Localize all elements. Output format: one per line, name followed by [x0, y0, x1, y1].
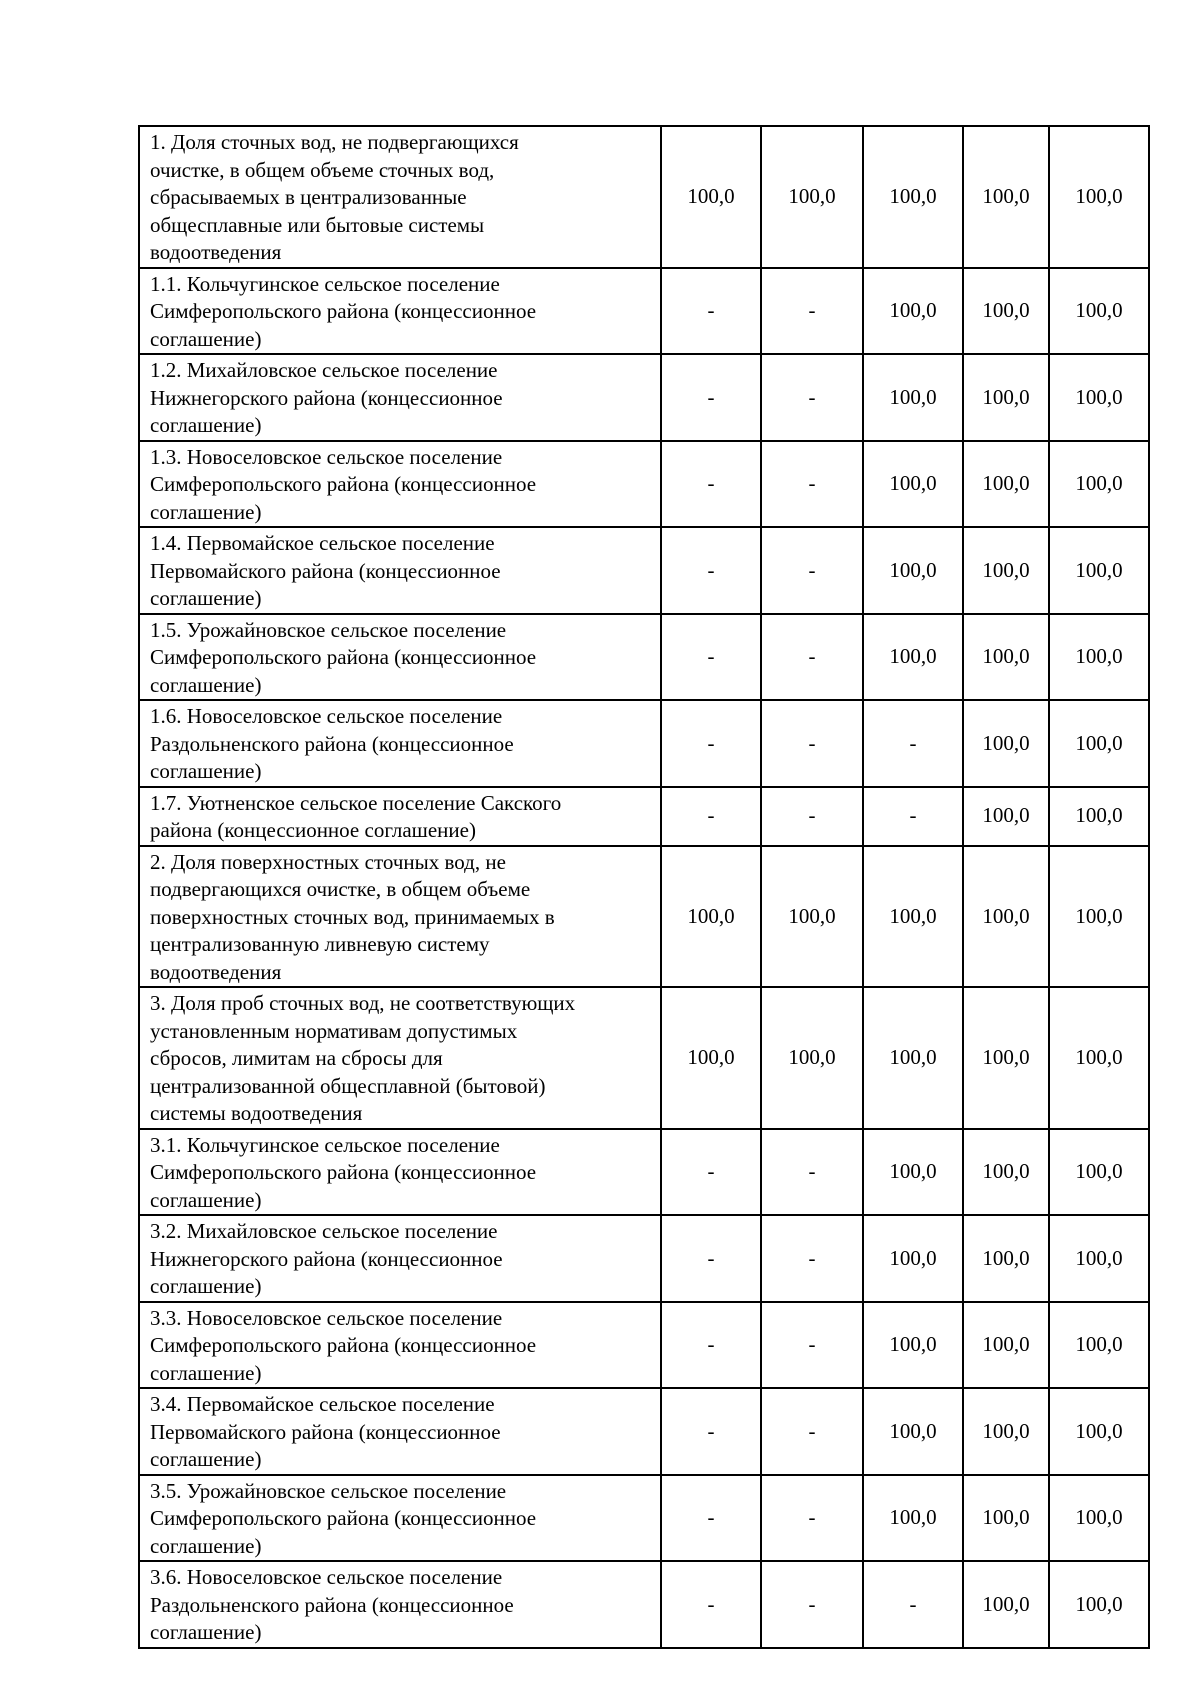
value-cell: 100,0: [963, 268, 1049, 355]
value-cell: 100,0: [863, 1388, 963, 1475]
value-cell: -: [761, 1561, 863, 1648]
indicator-label: 1.2. Михайловское сельское поселение Нижнегорского района (концессионное соглашение): [139, 354, 661, 441]
value-cell: 100,0: [863, 126, 963, 268]
table-row: [139, 987, 1149, 1129]
value-cell: 100,0: [963, 846, 1049, 988]
table-row: [139, 1215, 1149, 1302]
value-cell: 100,0: [863, 1302, 963, 1389]
value-cell: 100,0: [1049, 1561, 1149, 1648]
value-cell: 100,0: [1049, 268, 1149, 355]
value-cell: 100,0: [963, 126, 1049, 268]
indicator-label: 1.1. Кольчугинское сельское поселение Симферопольского района (концессионное соглашение): [139, 268, 661, 355]
value-cell: 100,0: [963, 614, 1049, 701]
value-cell: 100,0: [863, 987, 963, 1129]
value-cell: 100,0: [1049, 126, 1149, 268]
value-cell: 100,0: [1049, 787, 1149, 846]
value-cell: 100,0: [963, 700, 1049, 787]
table-row: [139, 846, 1149, 988]
value-cell: 100,0: [963, 787, 1049, 846]
value-cell: -: [761, 441, 863, 528]
indicators-table: [138, 125, 1150, 1649]
indicator-label: 3.2. Михайловское сельское поселение Нижнегорского района (концессионное соглашение): [139, 1215, 661, 1302]
value-cell: 100,0: [1049, 527, 1149, 614]
value-cell: 100,0: [863, 354, 963, 441]
indicator-label: 1.4. Первомайское сельское поселение Первомайского района (концессионное соглашение): [139, 527, 661, 614]
value-cell: 100,0: [761, 846, 863, 988]
table-body: [139, 126, 1149, 1648]
indicator-label: 3.4. Первомайское сельское поселение Первомайского района (концессионное соглашение): [139, 1388, 661, 1475]
value-cell: 100,0: [1049, 1388, 1149, 1475]
table-row: [139, 1388, 1149, 1475]
table-row: [139, 441, 1149, 528]
value-cell: -: [761, 700, 863, 787]
value-cell: 100,0: [1049, 354, 1149, 441]
value-cell: -: [661, 787, 761, 846]
value-cell: 100,0: [1049, 1302, 1149, 1389]
value-cell: 100,0: [863, 846, 963, 988]
value-cell: 100,0: [1049, 441, 1149, 528]
table-row: [139, 126, 1149, 268]
indicator-label: 3.3. Новоселовское сельское поселение Симферопольского района (концессионное соглашение): [139, 1302, 661, 1389]
indicator-label: 1.7. Уютненское сельское поселение Сакского района (концессионное соглашение): [139, 787, 661, 846]
value-cell: 100,0: [661, 126, 761, 268]
value-cell: -: [863, 787, 963, 846]
value-cell: 100,0: [963, 1302, 1049, 1389]
indicator-label: 1.5. Урожайновское сельское поселение Симферопольского района (концессионное соглашение): [139, 614, 661, 701]
value-cell: -: [661, 700, 761, 787]
value-cell: 100,0: [1049, 987, 1149, 1129]
value-cell: 100,0: [863, 1129, 963, 1216]
table-row: [139, 700, 1149, 787]
value-cell: 100,0: [863, 527, 963, 614]
value-cell: 100,0: [1049, 1215, 1149, 1302]
table-row: [139, 1561, 1149, 1648]
value-cell: -: [761, 268, 863, 355]
value-cell: -: [661, 1475, 761, 1562]
value-cell: -: [761, 527, 863, 614]
value-cell: -: [761, 1302, 863, 1389]
value-cell: -: [661, 354, 761, 441]
value-cell: 100,0: [963, 441, 1049, 528]
value-cell: -: [761, 1129, 863, 1216]
value-cell: -: [761, 787, 863, 846]
value-cell: -: [661, 527, 761, 614]
value-cell: 100,0: [963, 1388, 1049, 1475]
value-cell: 100,0: [761, 987, 863, 1129]
indicator-label: 1.3. Новоселовское сельское поселение Симферопольского района (концессионное соглашение): [139, 441, 661, 528]
value-cell: 100,0: [1049, 1475, 1149, 1562]
value-cell: 100,0: [963, 987, 1049, 1129]
table-row: [139, 1129, 1149, 1216]
table-row: [139, 527, 1149, 614]
value-cell: -: [661, 614, 761, 701]
table-row: [139, 268, 1149, 355]
indicator-label: 1. Доля сточных вод, не подвергающихся очистке, в общем объеме сточных вод, сбрасываемых в централизованные общесплавные или бытовые системы водоотведения: [139, 126, 661, 268]
value-cell: -: [761, 1388, 863, 1475]
value-cell: 100,0: [1049, 846, 1149, 988]
value-cell: 100,0: [661, 846, 761, 988]
value-cell: 100,0: [863, 1215, 963, 1302]
value-cell: -: [761, 354, 863, 441]
value-cell: -: [863, 1561, 963, 1648]
value-cell: -: [661, 1129, 761, 1216]
indicator-label: 3.6. Новоселовское сельское поселение Раздольненского района (концессионное соглашение): [139, 1561, 661, 1648]
value-cell: -: [761, 1215, 863, 1302]
table-row: [139, 354, 1149, 441]
value-cell: -: [661, 1215, 761, 1302]
indicator-label: 1.6. Новоселовское сельское поселение Раздольненского района (концессионное соглашение): [139, 700, 661, 787]
value-cell: 100,0: [963, 1475, 1049, 1562]
value-cell: -: [661, 441, 761, 528]
table-row: [139, 1475, 1149, 1562]
value-cell: 100,0: [1049, 614, 1149, 701]
table-row: [139, 1302, 1149, 1389]
indicator-label: 3.5. Урожайновское сельское поселение Симферопольского района (концессионное соглашение): [139, 1475, 661, 1562]
value-cell: 100,0: [863, 268, 963, 355]
indicator-label: 3. Доля проб сточных вод, не соответствующих установленным нормативам допустимых сбросов, лимитам на сбросы для централизованной общесплавной (бытовой) системы водоотведения: [139, 987, 661, 1129]
indicator-label: 2. Доля поверхностных сточных вод, не подвергающихся очистке, в общем объеме поверхностных сточных вод, принимаемых в централизованную ливневую систему водоотведения: [139, 846, 661, 988]
indicator-label: 3.1. Кольчугинское сельское поселение Симферопольского района (концессионное соглашение): [139, 1129, 661, 1216]
value-cell: -: [661, 1388, 761, 1475]
value-cell: 100,0: [963, 1129, 1049, 1216]
value-cell: 100,0: [963, 1561, 1049, 1648]
value-cell: -: [863, 700, 963, 787]
value-cell: -: [661, 1302, 761, 1389]
value-cell: 100,0: [1049, 1129, 1149, 1216]
value-cell: 100,0: [1049, 700, 1149, 787]
table-row: [139, 787, 1149, 846]
value-cell: 100,0: [963, 354, 1049, 441]
value-cell: -: [661, 268, 761, 355]
value-cell: -: [761, 614, 863, 701]
value-cell: 100,0: [661, 987, 761, 1129]
value-cell: 100,0: [761, 126, 863, 268]
value-cell: -: [761, 1475, 863, 1562]
value-cell: 100,0: [963, 527, 1049, 614]
table-row: [139, 614, 1149, 701]
value-cell: -: [661, 1561, 761, 1648]
value-cell: 100,0: [863, 441, 963, 528]
value-cell: 100,0: [863, 1475, 963, 1562]
value-cell: 100,0: [963, 1215, 1049, 1302]
value-cell: 100,0: [863, 614, 963, 701]
